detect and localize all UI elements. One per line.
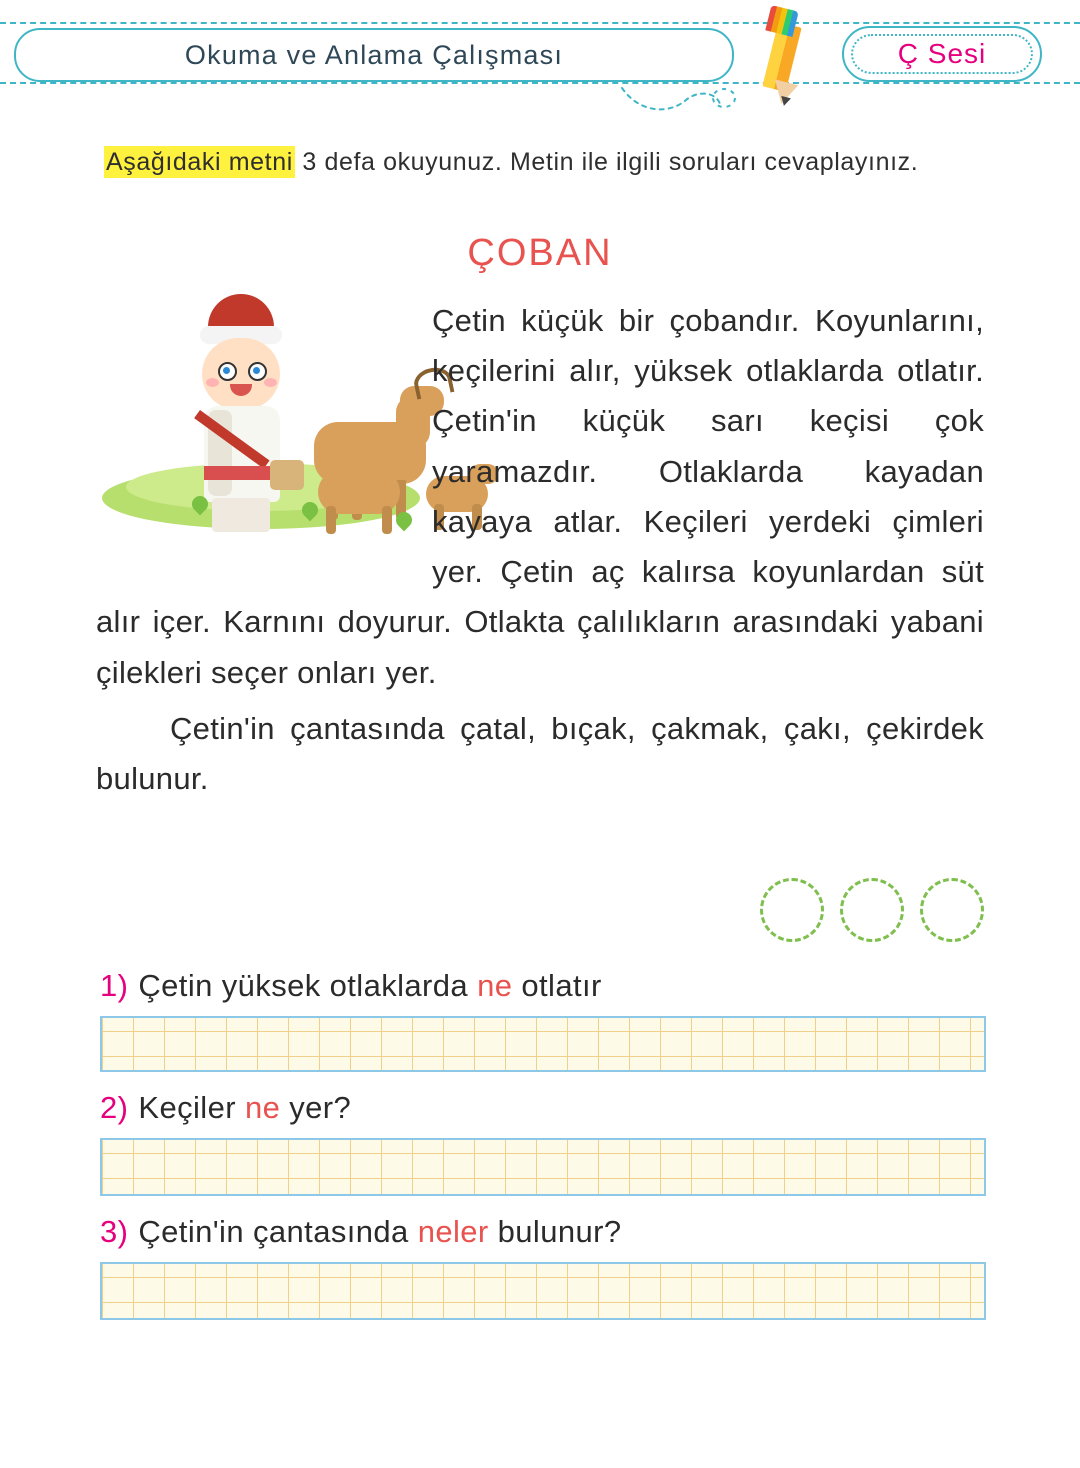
squiggle-decoration [620, 84, 740, 114]
question-3-number: 3) [100, 1214, 129, 1249]
instruction-rest: 3 defa okuyunuz. Metin ile ilgili soruları cevaplayınız. [294, 148, 919, 176]
pencil-icon [762, 2, 808, 106]
question-2-number: 2) [100, 1090, 129, 1125]
question-3-keyword: neler [417, 1214, 489, 1249]
story-title: ÇOBAN [467, 232, 613, 274]
worksheet-title-pill [14, 28, 734, 82]
read-count-circle[interactable] [760, 878, 824, 942]
question-3-before: Çetin'in çantasında [138, 1214, 418, 1249]
read-count-circles[interactable] [760, 878, 984, 942]
passage-paragraph-2: Çetin'in çantasında çatal, bıçak, çakmak, çakı, çekirdek bulunur. [96, 710, 984, 796]
question-2-keyword: ne [244, 1090, 281, 1125]
page-title: Okuma ve Anlama Çalışması [184, 39, 564, 70]
status-badge: Ç Sesi [897, 38, 987, 69]
question-1-number: 1) [100, 968, 129, 1003]
question-2-text [100, 1090, 986, 1126]
worksheet-header [0, 0, 1080, 110]
header-divider-bottom [0, 82, 1080, 84]
question-3 [100, 1214, 986, 1320]
answer-field-3[interactable] [100, 1262, 986, 1320]
question-1 [100, 968, 986, 1072]
question-1-before: Çetin yüksek otlaklarda [138, 968, 478, 1003]
instruction-highlight: Aşağıdaki metni [106, 148, 293, 176]
pencil-lead [779, 96, 791, 107]
answer-field-2[interactable] [100, 1138, 986, 1196]
header-divider-top [0, 22, 1080, 24]
question-2-after: yer? [280, 1090, 352, 1125]
instruction-line [104, 148, 984, 177]
reading-passage [96, 296, 984, 804]
question-2 [100, 1090, 986, 1196]
passage-paragraph-1: Çetin küçük bir çobandır. Koyunlarını, keçilerini alır, yüksek otlaklarda otlatır. Çetin'in küçük sarı keçisi çok yaramazdır. Otlaklarda kayadan kayaya atlar. Keçileri yerdeki çimleri yer. Çetin aç kalırsa koyunlardan süt alır içer. Karnını doyurur. Otlakta çalılıkların arasındaki yabani çilekleri seçer onları yer. [96, 303, 984, 690]
answer-field-1[interactable] [100, 1016, 986, 1072]
sound-badge [842, 26, 1042, 82]
read-count-circle[interactable] [920, 878, 984, 942]
question-3-after: bulunur? [488, 1214, 622, 1249]
illustration-wrap-spacer [96, 296, 432, 548]
question-3-text [100, 1214, 986, 1250]
question-1-keyword: ne [477, 968, 513, 1003]
read-count-circle[interactable] [840, 878, 904, 942]
question-2-before: Keçiler [138, 1090, 245, 1125]
question-1-text [100, 968, 986, 1004]
questions-section [100, 968, 986, 1338]
question-1-after: otlatır [512, 968, 602, 1003]
